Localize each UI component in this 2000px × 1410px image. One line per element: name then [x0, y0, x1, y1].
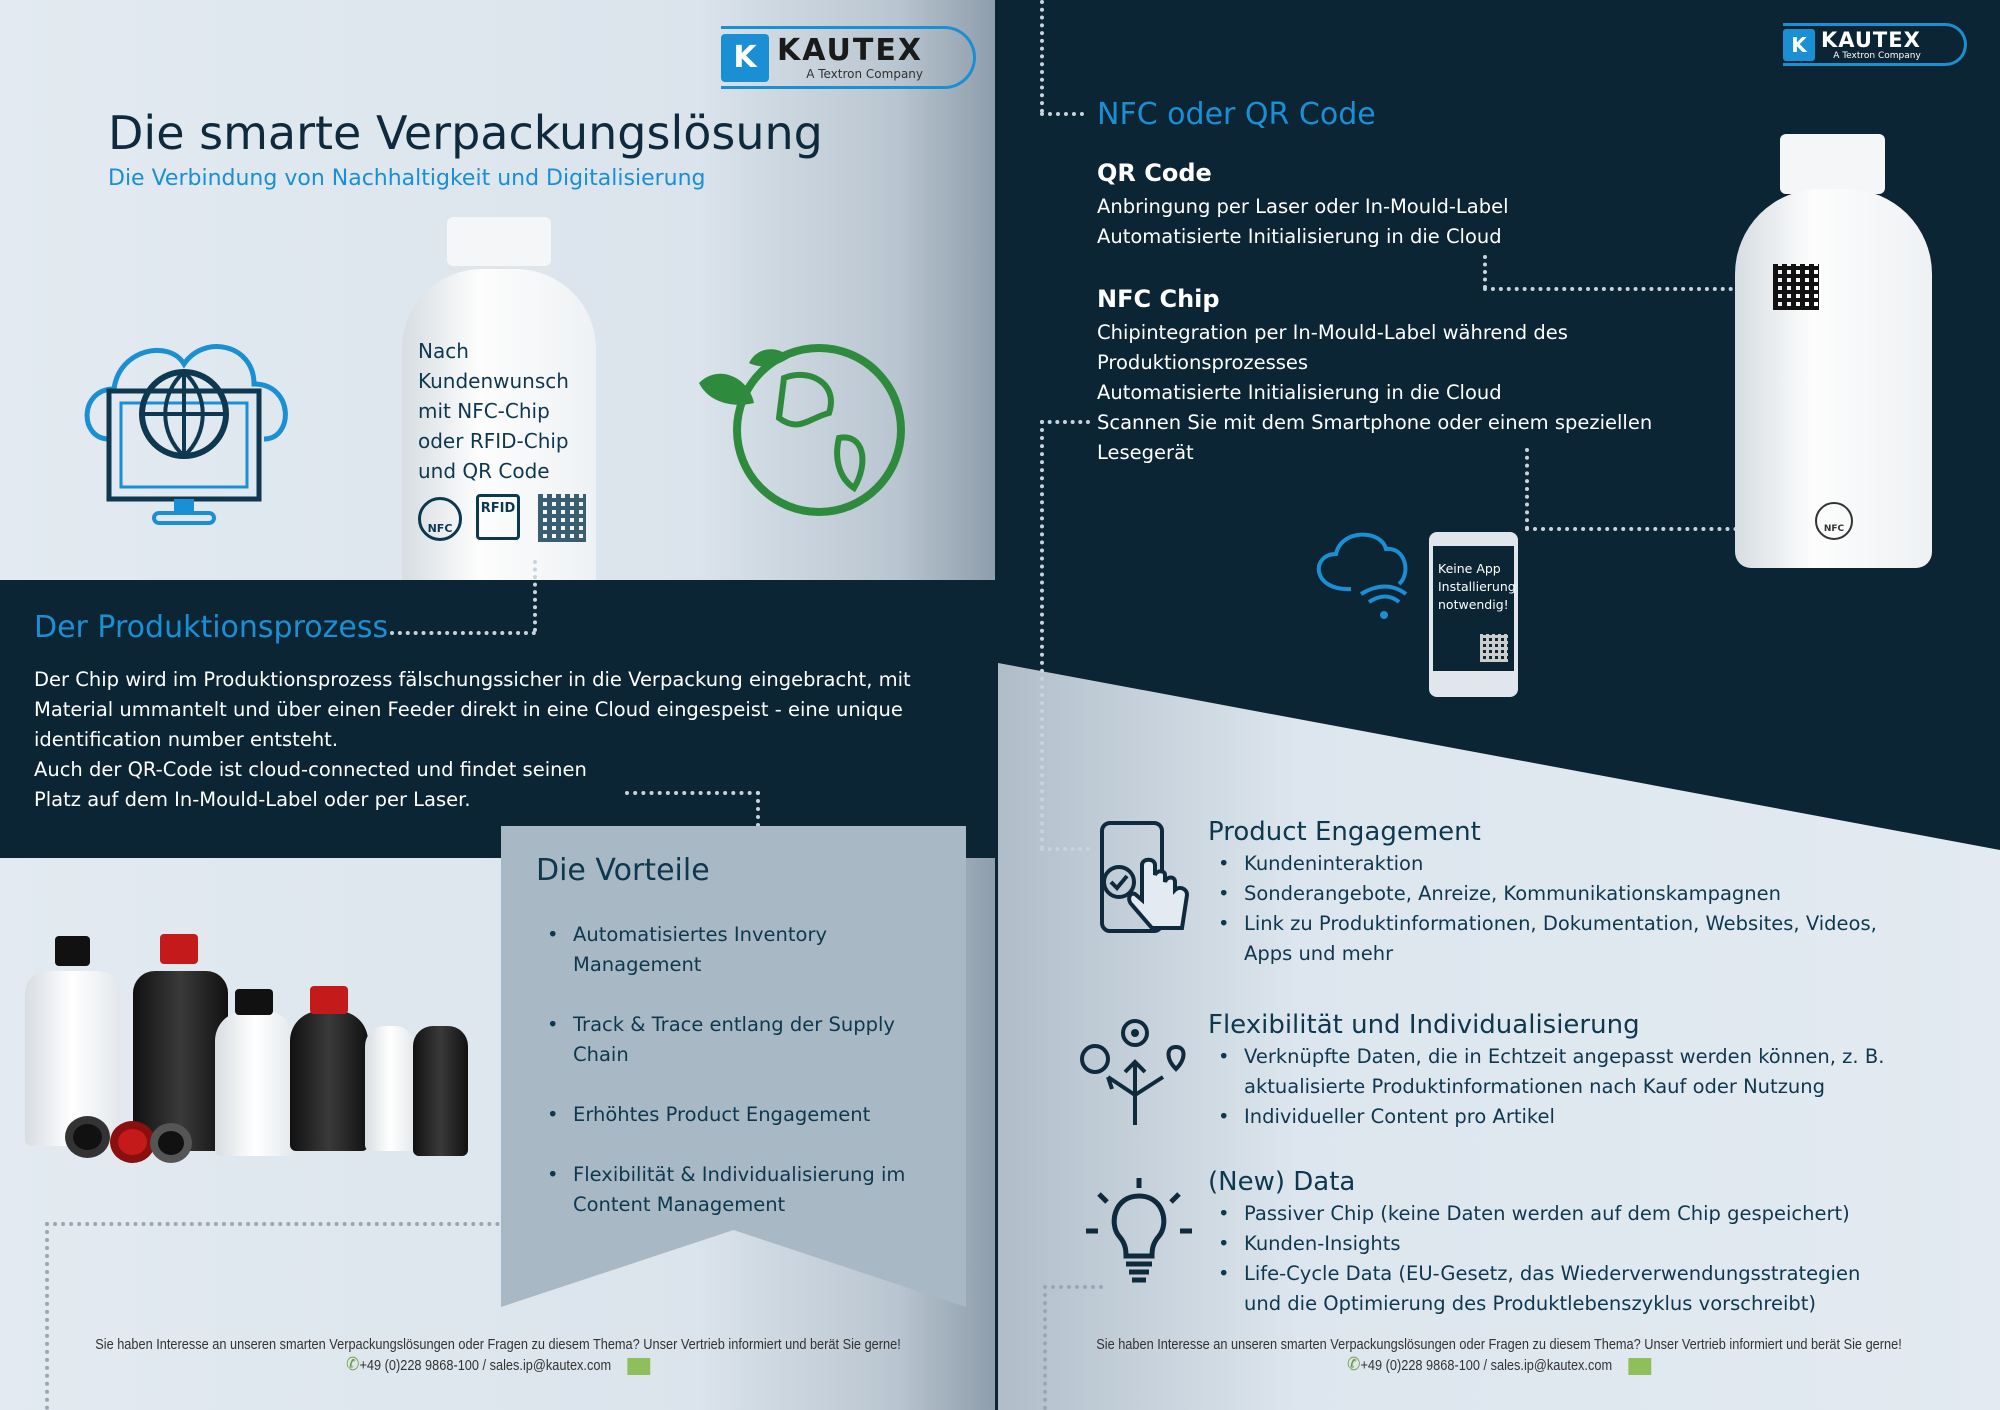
- nfc-badge-icon: NFC: [1815, 502, 1853, 540]
- advantages-list: [573, 920, 905, 1220]
- advantage-item: • Flexibilität & Individualisierung im Content Management: [573, 1160, 905, 1220]
- qr-code-icon: [1773, 264, 1819, 310]
- advantage-item: • Track & Trace entlang der Supply Chain: [573, 1010, 905, 1070]
- lightbulb-icon: [1084, 1176, 1194, 1288]
- contact-info[interactable]: +49 (0)228 9868-100 / sales.ip@kautex.com: [359, 1358, 612, 1374]
- list-item: • Verknüpfte Daten, die in Echtzeit angepasst werden können, z. B. aktualisierte Produktinformationen nach Kauf oder Nutzung: [1244, 1042, 1884, 1102]
- email-icon: [1628, 1358, 1651, 1375]
- list-item: • Kundeninteraktion: [1244, 849, 1877, 879]
- qr-code-icon: [1480, 634, 1508, 662]
- page-subtitle: Die Verbindung von Nachhaltigkeit und Digitalisierung: [108, 166, 706, 191]
- logo-tagline: A Textron Company: [1833, 50, 1921, 61]
- logo-tagline: A Textron Company: [806, 66, 923, 81]
- production-text: Der Chip wird im Produktionsprozess fälschungssicher in die Verpackung eingebracht, mit Material ummantelt und über einen Feeder direkt in eine Cloud eingespeist - eine unique identification number entsteht. Auch der QR-Code ist cloud-connected und findet seinen Platz auf dem In-Mould-Label oder per Laser.: [34, 668, 911, 811]
- list-item: • Passiver Chip (keine Daten werden auf dem Chip gespeichert): [1244, 1199, 1860, 1229]
- bottles-product-image: [25, 931, 475, 1161]
- connector-line: [1043, 1285, 1047, 1410]
- list-item: • Sonderangebote, Anreize, Kommunikationskampagnen: [1244, 879, 1877, 909]
- nfc-chip-section: NFC Chip Chipintegration per In-Mould-Label während des Produktionsprozesses Automatisierte Initialisierung in die Cloud Scannen Sie mit dem Smartphone oder einem speziellen Lesegerät: [1097, 285, 1653, 464]
- connector-line: [1040, 420, 1044, 850]
- left-footer-text: Sie haben Interesse an unseren smarten Verpackungslösungen oder Fragen zu diesem Thema? Unser Vertrieb informiert und berät Sie gerne!: [95, 1337, 901, 1353]
- page-title: Die smarte Verpackungslösung: [108, 106, 823, 160]
- contact-info[interactable]: +49 (0)228 9868-100 / sales.ip@kautex.com: [1360, 1358, 1613, 1374]
- advantage-item: • Erhöhtes Product Engagement: [573, 1100, 905, 1130]
- earth-leaf-icon: [689, 338, 912, 518]
- flexibility-icon: [1078, 1017, 1193, 1127]
- kautex-logo: [721, 26, 976, 89]
- list-item: • Kunden-Insights: [1244, 1229, 1860, 1259]
- right-footer-text: Sie haben Interesse an unseren smarten Verpackungslösungen oder Fragen zu diesem Thema? Unser Vertrieb informiert und berät Sie gerne!: [1096, 1337, 1902, 1353]
- phone-icon: ✆: [1347, 1354, 1361, 1374]
- connector-line: [1040, 112, 1084, 116]
- white-bottle-image: [1735, 134, 1932, 568]
- cloud-wifi-icon: [1311, 529, 1411, 621]
- advantages-heading: Die Vorteile: [536, 853, 710, 888]
- phone-touch-icon: [1097, 820, 1193, 935]
- connector-line: [1040, 0, 1044, 113]
- kautex-logo-right: [1783, 23, 1967, 66]
- left-footer-contact: [60, 1355, 936, 1376]
- rfid-badge-icon: RFID: [476, 494, 520, 540]
- connector-line: [1040, 420, 1090, 424]
- connector-line: [390, 631, 536, 635]
- list-item: • Individueller Content pro Artikel: [1244, 1102, 1884, 1132]
- list-item: • Life-Cycle Data (EU-Gesetz, das Wiederverwendungsstrategien und die Optimierung des Produktlebenszyklus vorschreibt): [1244, 1259, 1860, 1319]
- connector-line: [533, 560, 537, 632]
- cloud-computer-icon: [79, 329, 293, 533]
- section-new-data: (New) Data • Passiver Chip (keine Daten werden auf dem Chip gespeichert) • Kunden-Insights • Life-Cycle Data (EU-Gesetz, das Wiederverwendungsstrategien und die Optimierung des Produktlebenszyklus vorschreibt): [1208, 1167, 1860, 1319]
- connector-line: [45, 1222, 49, 1410]
- list-item: • Link zu Produktinformationen, Dokumentation, Websites, Videos, Apps und mehr: [1244, 909, 1877, 969]
- qr-code-section: QR Code Anbringung per Laser oder In-Mould-Label Automatisierte Initialisierung in die Cloud: [1097, 159, 1509, 248]
- qr-code-icon: [538, 494, 586, 542]
- kautex-k-icon: K: [1783, 29, 1815, 61]
- phone-icon: ✆: [346, 1354, 360, 1374]
- bottle-text: Nach Kundenwunsch mit NFC-Chip oder RFID-Chip und QR Code: [418, 339, 569, 483]
- logo-name: KAUTEX: [1821, 27, 1921, 52]
- connector-line: [1040, 847, 1090, 851]
- nfc-qr-heading: NFC oder QR Code: [1097, 97, 1376, 132]
- production-heading: Der Produktionsprozess: [34, 610, 389, 645]
- divider: [995, 0, 998, 1410]
- kautex-k-icon: K: [721, 34, 769, 82]
- right-footer-contact: [1058, 1355, 1940, 1376]
- connector-line: [45, 1222, 500, 1226]
- advantage-item: • Automatisiertes Inventory Management: [573, 920, 905, 980]
- nfc-badge-icon: NFC: [418, 497, 462, 541]
- email-icon: [627, 1358, 650, 1375]
- smartphone-graphic: Keine App Installierung notwendig!: [1429, 532, 1518, 697]
- logo-name: KAUTEX: [777, 32, 923, 68]
- section-flexibility: Flexibilität und Individualisierung • Verknüpfte Daten, die in Echtzeit angepasst werden können, z. B. aktualisierte Produktinformationen nach Kauf oder Nutzung • Individueller Content pro Artikel: [1208, 1010, 1884, 1132]
- section-product-engagement: Product Engagement • Kundeninteraktion • Sonderangebote, Anreize, Kommunikationskampagnen • Link zu Produktinformationen, Dokumentation, Websites, Videos, Apps und mehr: [1208, 817, 1877, 969]
